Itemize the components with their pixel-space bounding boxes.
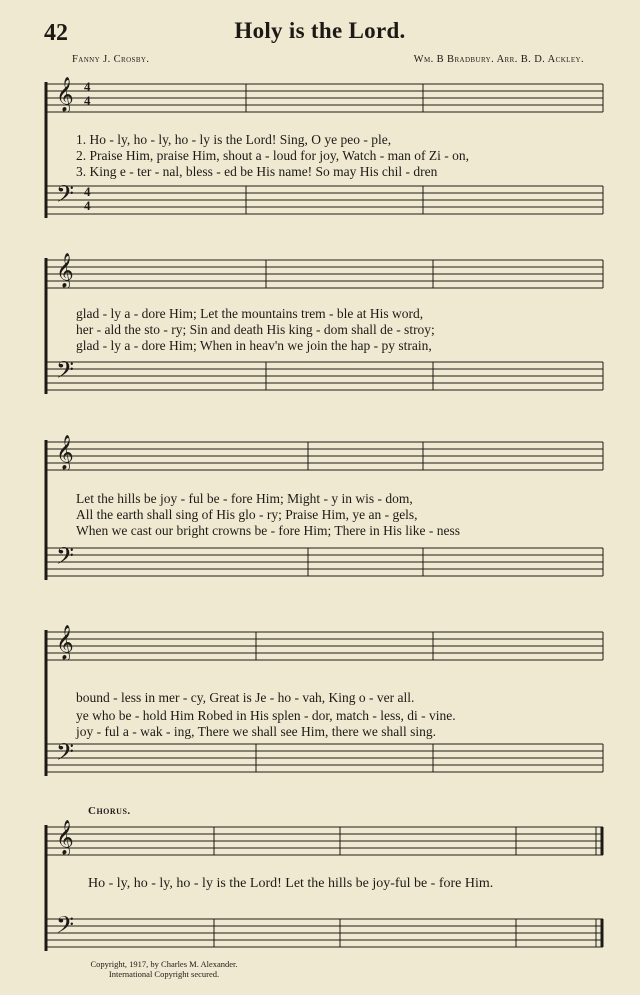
verse-1-line-1: 1. Ho - ly, ho - ly, ho - ly is the Lord! Sing, O ye peo - ple,	[76, 132, 392, 147]
bass-staff	[46, 186, 603, 214]
bass-clef: 𝄢	[56, 913, 75, 944]
verse-2-line-4: ye who be - hold Him Robed in His splen - dor, match - less, di - vine.	[76, 708, 456, 723]
clef-marks: 𝄞	[56, 254, 74, 287]
lyricist-credit: Fanny J. Crosby.	[72, 54, 150, 65]
verse-3-line-4: joy - ful a - wak - ing, There we shall see Him, there we shall sing.	[76, 724, 437, 739]
verse-1-line-2: glad - ly a - dore Him; Let the mountains trem - ble at His word,	[76, 306, 424, 321]
composer-credit: Wm. B Bradbury. Arr. B. D. Ackley.	[413, 54, 584, 65]
treble-staff	[46, 84, 603, 112]
bass-clef: 𝄢	[56, 740, 75, 771]
time-signature: 4 4	[84, 79, 91, 108]
verse-2-line-1: 2. Praise Him, praise Him, shout a - loud for joy, Watch - man of Zi - on,	[76, 148, 469, 163]
verse-3-line-3: When we cast our bright crowns be - fore Him; There in His like - ness	[76, 523, 461, 538]
bass-clef: 𝄢	[56, 358, 75, 389]
verse-1-line-3: Let the hills be joy - ful be - fore Him; Might - y in wis - dom,	[76, 491, 413, 506]
bass-clef: 𝄢	[56, 182, 75, 213]
verse-2-line-3: All the earth shall sing of His glo - ry; Praise Him, ye an - gels,	[76, 507, 418, 522]
page-number: 42	[44, 20, 68, 46]
clef-marks: 𝄞	[56, 436, 74, 469]
verse-3-line-2: glad - ly a - dore Him; When in heav'n we join the hap - py strain,	[76, 338, 432, 353]
clef-marks: 𝄞	[56, 78, 74, 111]
chorus-label: Chorus.	[88, 805, 131, 817]
hymn-title: Holy is the Lord.	[234, 18, 406, 43]
clef-marks: 𝄞	[56, 626, 74, 659]
chorus-lyric: Ho - ly, ho - ly, ho - ly is the Lord! Let the hills be joy-ful be - fore Him.	[88, 876, 494, 891]
verse-2-line-2: her - ald the sto - ry; Sin and death His king - dom shall de - stroy;	[76, 322, 435, 337]
verse-3-line-1: 3. King e - ter - nal, bless - ed be His name! So may His chil - dren	[76, 164, 438, 179]
bass-clef: 𝄢	[56, 544, 75, 575]
copyright-secured-line: International Copyright secured.	[108, 969, 220, 979]
copyright-notice	[64, 959, 264, 979]
time-signature-bass: 4 4	[84, 184, 91, 213]
verse-1-line-4: bound - less in mer - cy, Great is Je - ho - vah, King o - ver all.	[76, 690, 415, 705]
copyright-line: Copyright, 1917, by Charles M. Alexander.	[90, 959, 238, 969]
clef-marks: 𝄞	[56, 821, 74, 854]
